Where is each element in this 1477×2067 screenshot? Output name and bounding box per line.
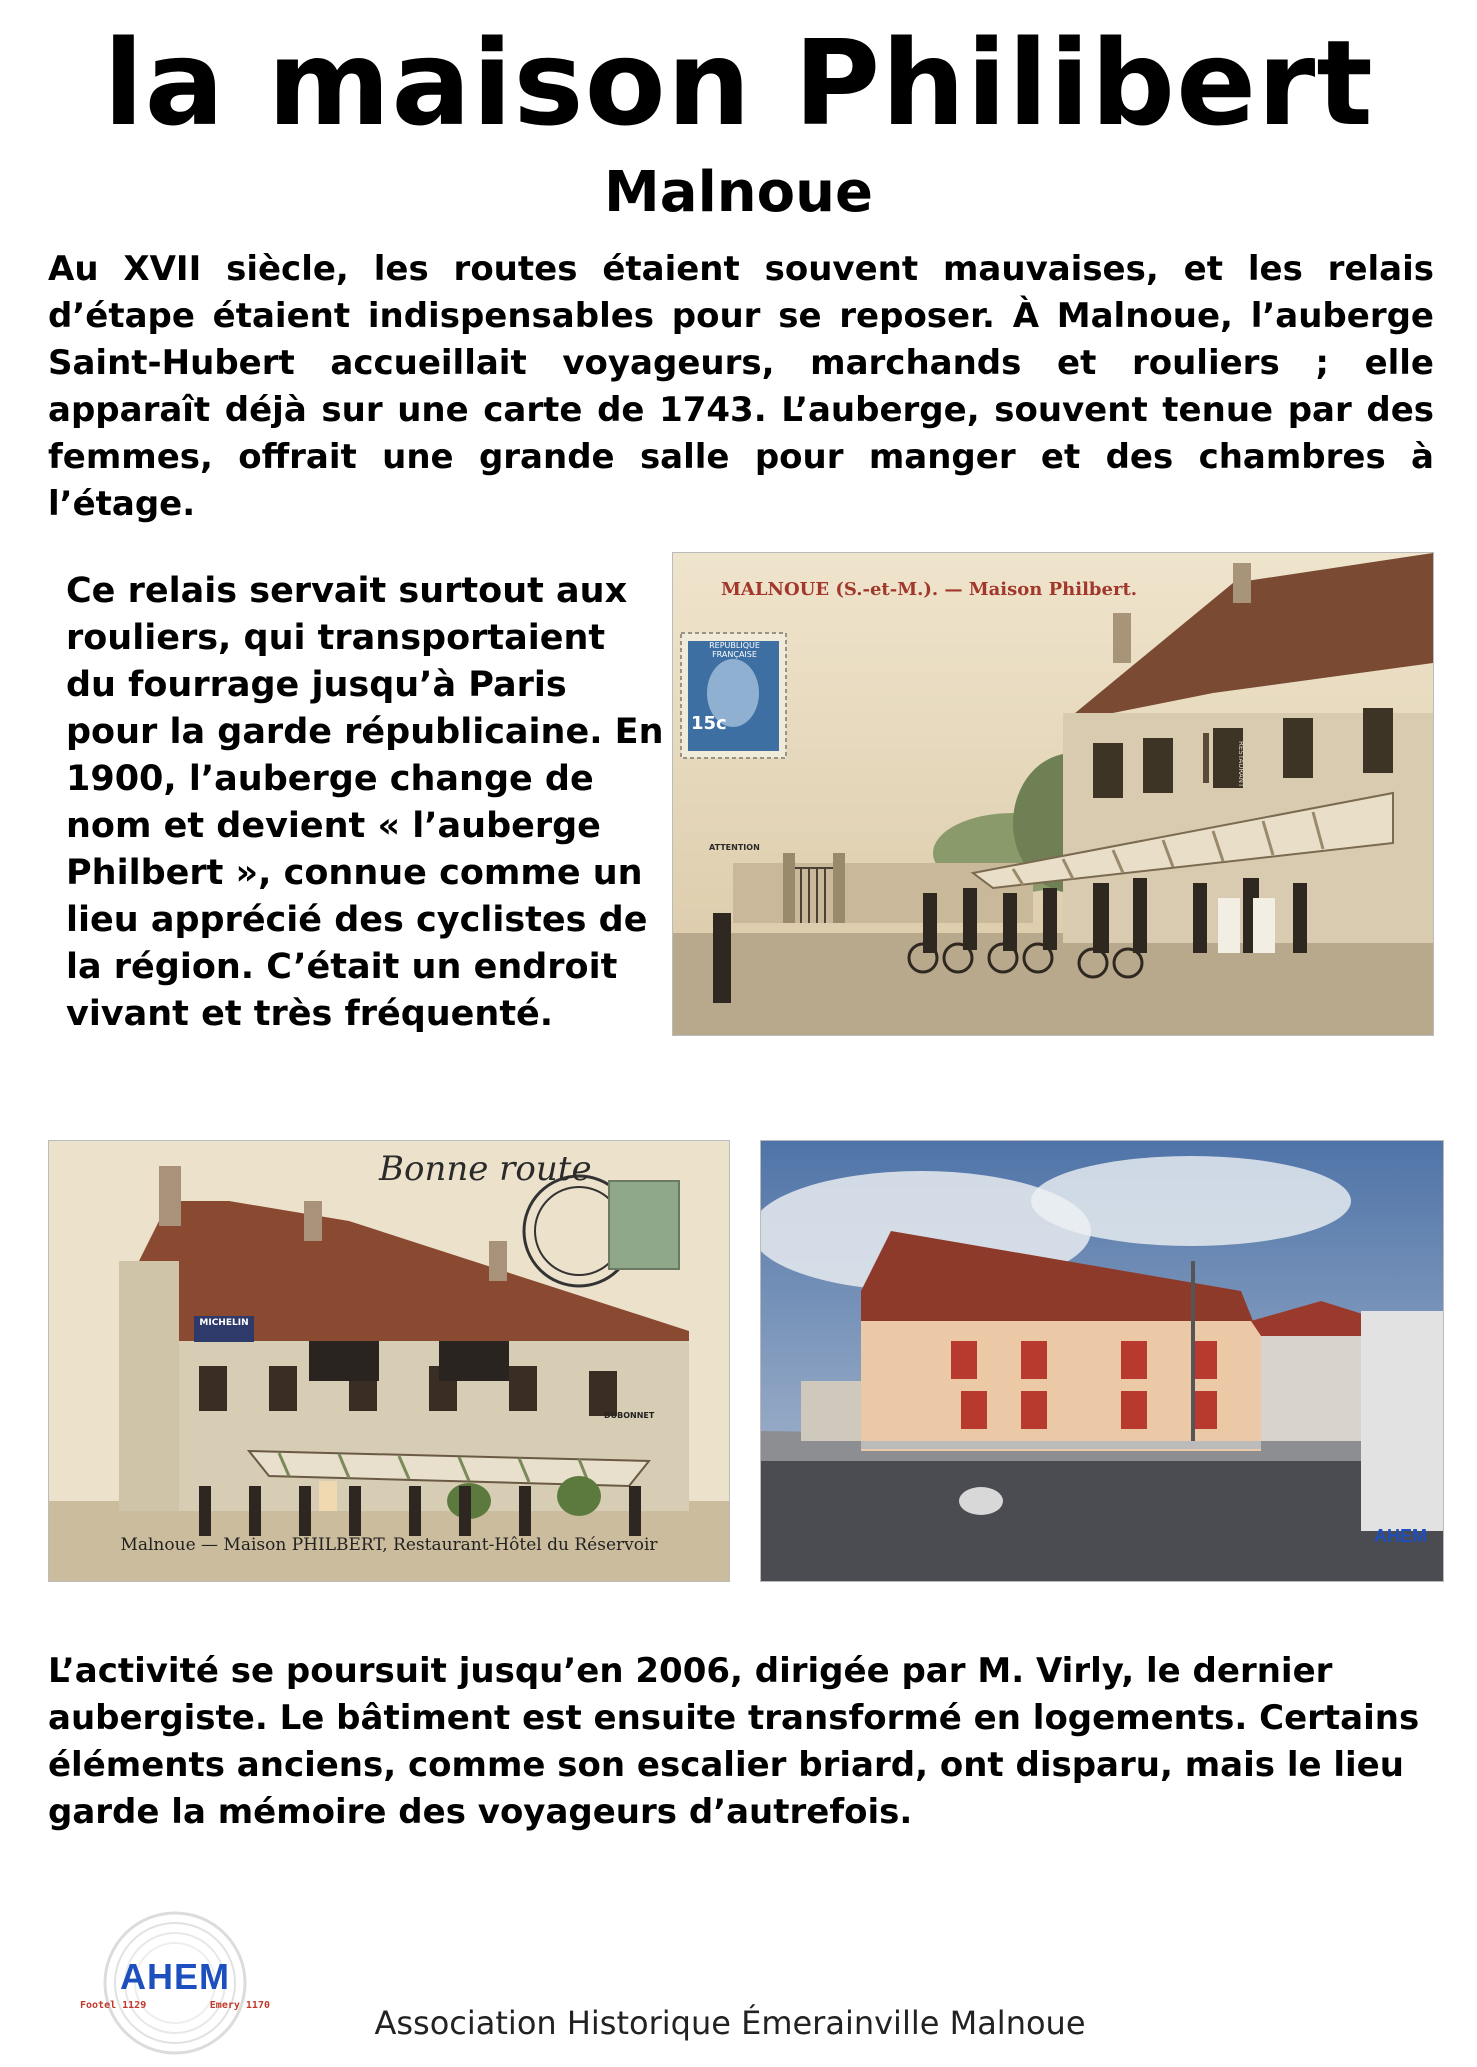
page-subtitle: Malnoue <box>604 160 873 225</box>
postcard-maison-philbert <box>672 552 1434 1036</box>
stamp-value: 15c <box>691 713 727 734</box>
restaurant-sign: RESTAURANT <box>1237 741 1245 788</box>
postcard-restaurant-hotel <box>48 1140 730 1582</box>
intro-paragraph: Au XVII siècle, les routes étaient souvent mauvaises, et les relais d’étape étaient indispensables pour se reposer. À Malnoue, l’auberge Saint-Hubert accueillait voyageurs, marchands et rouliers ; elle apparaît déjà sur une carte de 1743. L’auberge, souvent tenue par des femmes, offrait une grande salle pour manger et des chambres à l’étage. <box>48 249 1434 524</box>
postcard-illustration <box>673 553 1433 1035</box>
handwritten-greeting: Bonne route <box>379 1149 592 1189</box>
postcard-color-illustration <box>49 1141 729 1581</box>
ahem-watermark: AHEM <box>1374 1526 1427 1546</box>
logo-text: AHEM <box>120 1956 230 1997</box>
michelin-sign: MICHELIN <box>199 1318 249 1328</box>
dubonnet-sign: DUBONNET <box>604 1411 655 1420</box>
postcard-caption-left: Malnoue — Maison PHILBERT, Restaurant-Hôtel du Réservoir <box>120 1535 658 1555</box>
relais-paragraph: Ce relais servait surtout aux rouliers, qui transportaient du fourrage jusqu’à Paris pour la garde républicaine. En 1900, l’auberge change de nom et devient « l’auberge Philbert », connue comme un lieu apprécié des cyclistes de la région. C’était un endroit vivant et très fréquenté. <box>66 571 664 1034</box>
attention-sign: ATTENTION <box>709 843 760 852</box>
logo-subtext <box>80 2000 270 2011</box>
logo-left-text: Footel 1129 <box>80 2000 147 2011</box>
ahem-logo <box>80 1908 270 2058</box>
activite-paragraph: L’activité se poursuit jusqu’en 2006, dirigée par M. Virly, le dernier aubergiste. Le bâtiment est ensuite transformé en logements. Certains éléments anciens, comme son escalier briard, ont disparu, mais le lieu garde la mémoire des voyageurs d’autrefois. <box>48 1651 1420 1832</box>
modern-photo-building <box>760 1140 1444 1582</box>
page-title: la maison Philibert <box>103 14 1374 152</box>
association-name: Association Historique Émerainville Malnoue <box>374 2004 1086 2042</box>
modern-photo-illustration <box>761 1141 1443 1581</box>
logo-right-text: Emery 1170 <box>209 2000 270 2011</box>
stamp-label: REPUBLIQUE FRANÇAISE <box>709 641 760 659</box>
postcard-caption-top: MALNOUE (S.-et-M.). — Maison Philbert. <box>721 579 1138 600</box>
